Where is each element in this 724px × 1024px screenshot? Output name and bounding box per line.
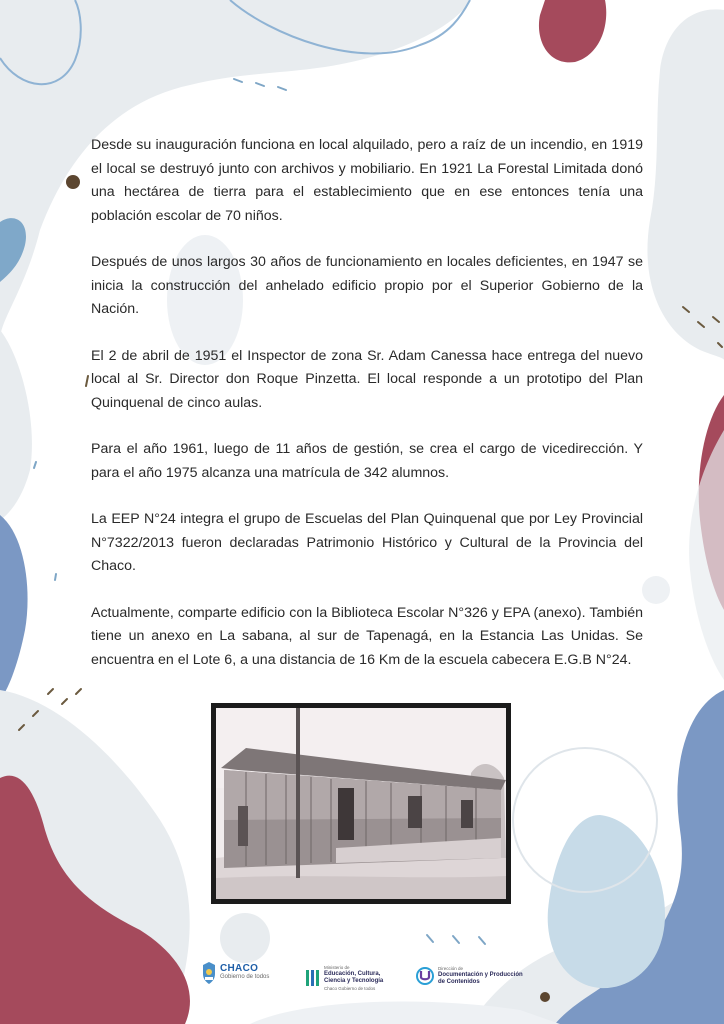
text-content — [91, 134, 643, 695]
pale-circle-right — [642, 576, 670, 604]
brown-dot-left — [66, 175, 80, 189]
photo-illustration — [216, 708, 506, 899]
chaco-logo — [202, 962, 269, 984]
ministry-bottom-label: Chaco Gobierno de todos — [324, 986, 376, 991]
pale-blob-right-mid — [689, 430, 724, 680]
chaco-logo-subtitle: Gobierno de todos — [220, 974, 270, 980]
paragraph-history-2: Después de unos largos 30 años de funcionamiento en locales deficientes, en 1947 se inicia la construcción del anhelado edificio propio por el Superior Gobierno de la Nación. — [91, 254, 643, 317]
paragraph-history-1: Desde su inauguración funciona en local alquilado, pero a raíz de un incendio, en 1919 el local se destruyó junto con archivos y mobiliario. En 1921 La Forestal Limitada donó una hectárea de tierra para el establecimiento que en ese entonces tenía una población escolar de 70 niños. — [91, 137, 643, 224]
school-building-photo — [211, 703, 511, 904]
chaco-logo-name: CHACO — [220, 963, 259, 974]
direction-line-1: Documentación y Producción — [438, 972, 523, 978]
paragraph-history-5: La EEP N°24 integra el grupo de Escuelas del Plan Quinquenal que por Ley Provincial N°7322/2013 fueron declaradas Patrimonio Histórico y Cultural de la Provincia del Chaco. — [91, 511, 643, 574]
blue-blob-left — [0, 515, 28, 700]
footer-logos — [0, 958, 724, 998]
direction-logo — [416, 965, 523, 986]
ministry-logo — [306, 964, 383, 992]
direction-u-icon — [416, 967, 434, 985]
chaco-shield-icon — [202, 962, 216, 984]
pale-circle-bottom — [220, 913, 270, 963]
direction-top-label: Dirección de — [438, 966, 464, 971]
paragraph-history-6: Actualmente, comparte edificio con la Biblioteca Escolar N°326 y EPA (anexo). También tiene un anexo en La sabana, al sur de Tapenagá, en la Estancia Las Unidas. Se encuentra en el Lote 6, a una distancia de 16 Km de la escuela cabecera E.G.B N°24. — [91, 604, 643, 668]
pale-blob-right — [647, 9, 724, 360]
ministry-bars-icon — [306, 970, 320, 986]
ministry-line-2: Ciencia y Tecnología — [324, 978, 384, 984]
ministry-line-1: Educación, Cultura, — [324, 971, 381, 977]
paragraph-history-3: El 2 de abril de 1951 el Inspector de zona Sr. Adam Canessa hace entrega del nuevo local al Sr. Director don Roque Pinzetta. El local responde a un prototipo del Plan Quinquenal de cinco aulas. — [91, 347, 643, 411]
ministry-top-label: Ministerio de — [324, 965, 350, 970]
crimson-blob-top-right — [539, 0, 606, 62]
direction-line-2: de Contenidos — [438, 979, 480, 985]
paragraph-history-4: Para el año 1961, luego de 11 años de gestión, se crea el cargo de vicedirección. Y para el año 1975 alcanza una matrícula de 342 alumnos. — [91, 441, 643, 481]
pale-blob-left-mid — [0, 330, 32, 520]
